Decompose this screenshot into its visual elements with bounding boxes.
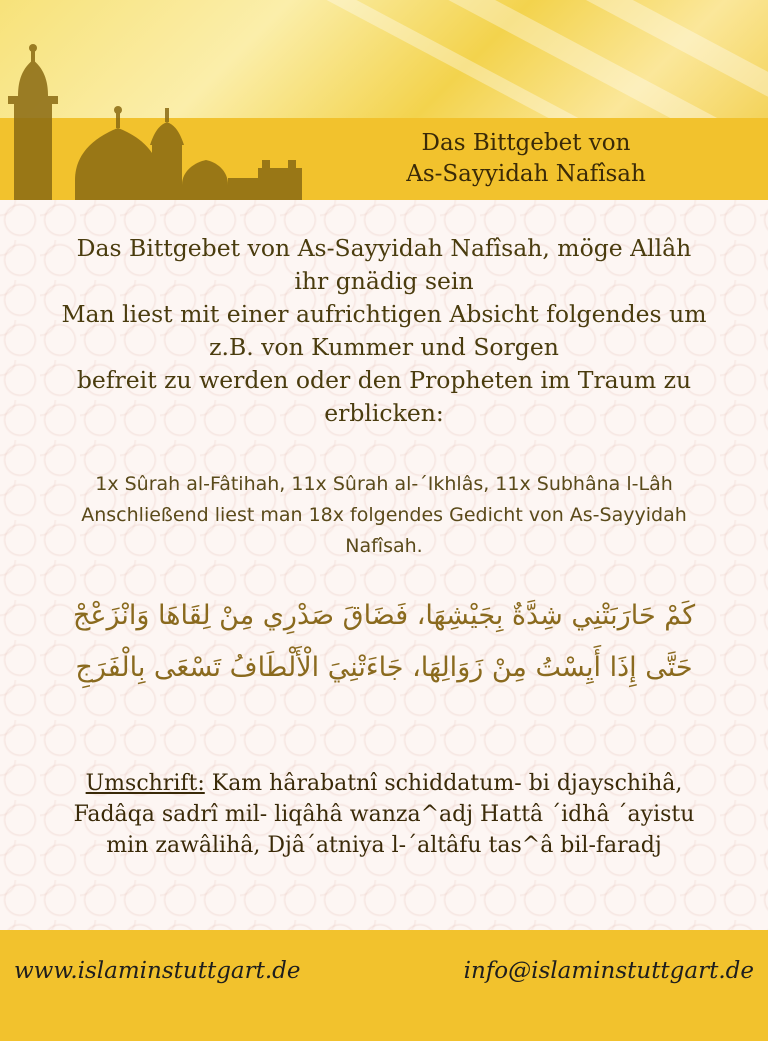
website-link[interactable]: www.islaminstuttgart.de	[14, 958, 301, 984]
arabic-line-2: حَتَّى إِذَا أَيِسْتُ مِنْ زَوَالِهَا، جَاءَتْنِيَ الْأَلْطَافُ تَسْعَى بِالْفَرَجِ	[75, 652, 693, 683]
arabic-poem	[20, 590, 748, 694]
transliteration-line-1	[10, 768, 758, 799]
footer	[0, 930, 768, 1041]
instructions-line-3: Nafîsah.	[345, 535, 423, 557]
mosque-skyline-icon	[0, 40, 310, 200]
page-title	[340, 128, 712, 190]
intro-line-3: Man liest mit einer aufrichtigen Absicht folgendes um	[61, 300, 707, 328]
intro-text	[10, 232, 758, 430]
instructions-text	[30, 469, 738, 562]
title-line-1: Das Bittgebet von	[421, 130, 631, 156]
header-banner	[0, 0, 768, 200]
intro-line-1: Das Bittgebet von As-Sayyidah Nafîsah, möge Allâh	[76, 234, 692, 262]
intro-line-6: erblicken:	[324, 399, 444, 427]
intro-line-2: ihr gnädig sein	[294, 267, 474, 295]
transliteration-text-1: Kam hârabatnî schiddatum- bi djayschihâ,	[204, 771, 683, 796]
transliteration-label: Umschrift:	[85, 771, 205, 796]
arabic-line-1: كَمْ حَارَبَتْنِي شِدَّةٌ بِجَيْشِهَا، فَضَاقَ صَدْرِي مِنْ لِقَاهَا وَانْزَعْجْ	[72, 600, 696, 631]
transliteration-line-3: min zawâlihâ, Djâ´atniya l-´altâfu tas^â bil-faradj	[106, 833, 662, 858]
email-link[interactable]: info@islaminstuttgart.de	[463, 958, 754, 984]
intro-line-4: z.B. von Kummer und Sorgen	[209, 333, 559, 361]
instructions-line-1: 1x Sûrah al-Fâtihah, 11x Sûrah al-´Ikhlâs, 11x Subhâna l-Lâh	[95, 473, 673, 495]
transliteration-line-2: Fadâqa sadrî mil- liqâhâ wanza^adj Hattâ ´idhâ ´ayistu	[73, 802, 695, 827]
intro-line-5: befreit zu werden oder den Propheten im Traum zu	[76, 366, 692, 394]
instructions-line-2: Anschließend liest man 18x folgendes Gedicht von As-Sayyidah	[81, 504, 687, 526]
title-line-2: As-Sayyidah Nafîsah	[406, 161, 646, 187]
transliteration	[10, 768, 758, 861]
